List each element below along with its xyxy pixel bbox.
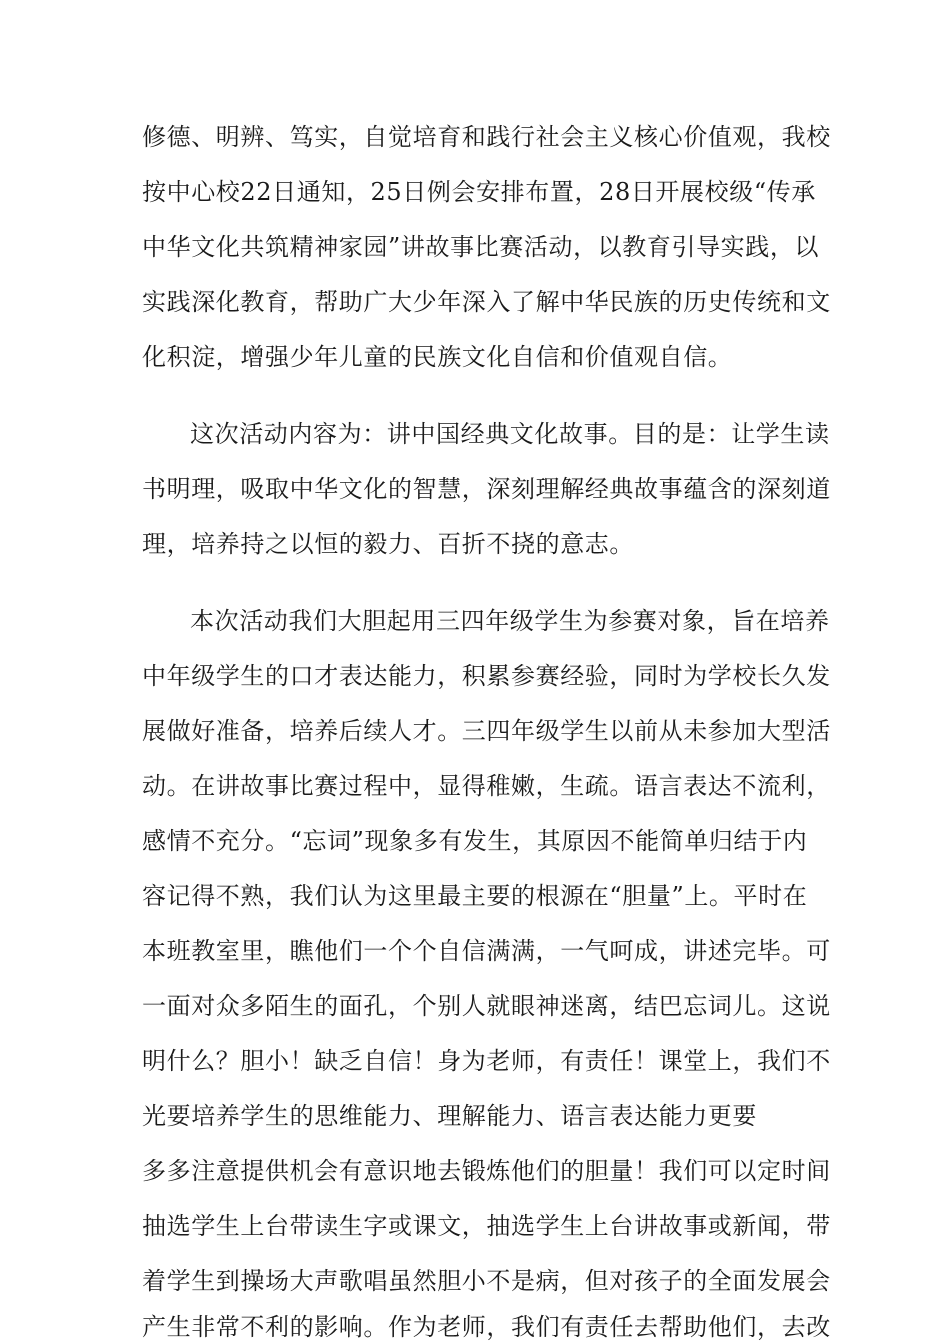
paragraph-3-line-3: 展做好准备，培养后续人才。三四年级学生以前从未参加大型活 <box>142 717 831 745</box>
paragraph-2-line-1: 这次活动内容为：讲中国经典文化故事。目的是：让学生读 <box>190 420 830 448</box>
paragraph-2-line-3: 理，培养持之以恒的毅力、百折不挠的意志。 <box>142 530 634 558</box>
paragraph-3-line-6: 容记得不熟，我们认为这里最主要的根源在“胆量”上。平时在 <box>142 882 808 910</box>
paragraph-3-line-1: 本次活动我们大胆起用三四年级学生为参赛对象，旨在培养 <box>190 607 830 635</box>
paragraph-3-line-4: 动。在讲故事比赛过程中，显得稚嫩，生疏。语言表达不流利， <box>142 772 831 800</box>
paragraph-3-line-9: 明什么？胆小！缺乏自信！身为老师，有责任！课堂上，我们不 <box>142 1047 831 1075</box>
paragraph-3-line-8: 一面对众多陌生的面孔，个别人就眼神迷离，结巴忘词儿。这说 <box>142 992 831 1020</box>
paragraph-3-line-13: 着学生到操场大声歌唱虽然胆小不是病，但对孩子的全面发展会 <box>142 1267 831 1295</box>
paragraph-3-line-12: 抽选学生上台带读生字或课文，抽选学生上台讲故事或新闻，带 <box>142 1212 831 1240</box>
paragraph-1-line-4: 实践深化教育，帮助广大少年深入了解中华民族的历史传统和文 <box>142 288 831 316</box>
paragraph-3-line-14: 产生非常不利的影响。作为老师，我们有责任去帮助他们，去改 <box>142 1313 831 1341</box>
paragraph-3-line-5: 感情不充分。“忘词”现象多有发生，其原因不能简单归结于内 <box>142 827 808 855</box>
paragraph-3-line-10: 光要培养学生的思维能力、理解能力、语言表达能力更要 <box>142 1102 757 1130</box>
paragraph-1-line-2: 按中心校22日通知，25日例会安排布置，28日开展校级“传承 <box>142 178 816 206</box>
paragraph-1-line-5: 化积淀，增强少年儿童的民族文化自信和价值观自信。 <box>142 343 733 371</box>
paragraph-3-line-11: 多多注意提供机会有意识地去锻炼他们的胆量！我们可以定时间 <box>142 1157 831 1185</box>
paragraph-3-line-7: 本班教室里，瞧他们一个个自信满满，一气呵成，讲述完毕。可 <box>142 937 831 965</box>
paragraph-3-line-2: 中年级学生的口才表达能力，积累参赛经验，同时为学校长久发 <box>142 662 831 690</box>
paragraph-1-line-3: 中华文化共筑精神家园”讲故事比赛活动，以教育引导实践，以 <box>142 233 820 261</box>
paragraph-2-line-2: 书明理，吸取中华文化的智慧，深刻理解经典故事蕴含的深刻道 <box>142 475 831 503</box>
paragraph-1-line-1: 修德、明辨、笃实，自觉培育和践行社会主义核心价值观，我校 <box>142 123 831 151</box>
